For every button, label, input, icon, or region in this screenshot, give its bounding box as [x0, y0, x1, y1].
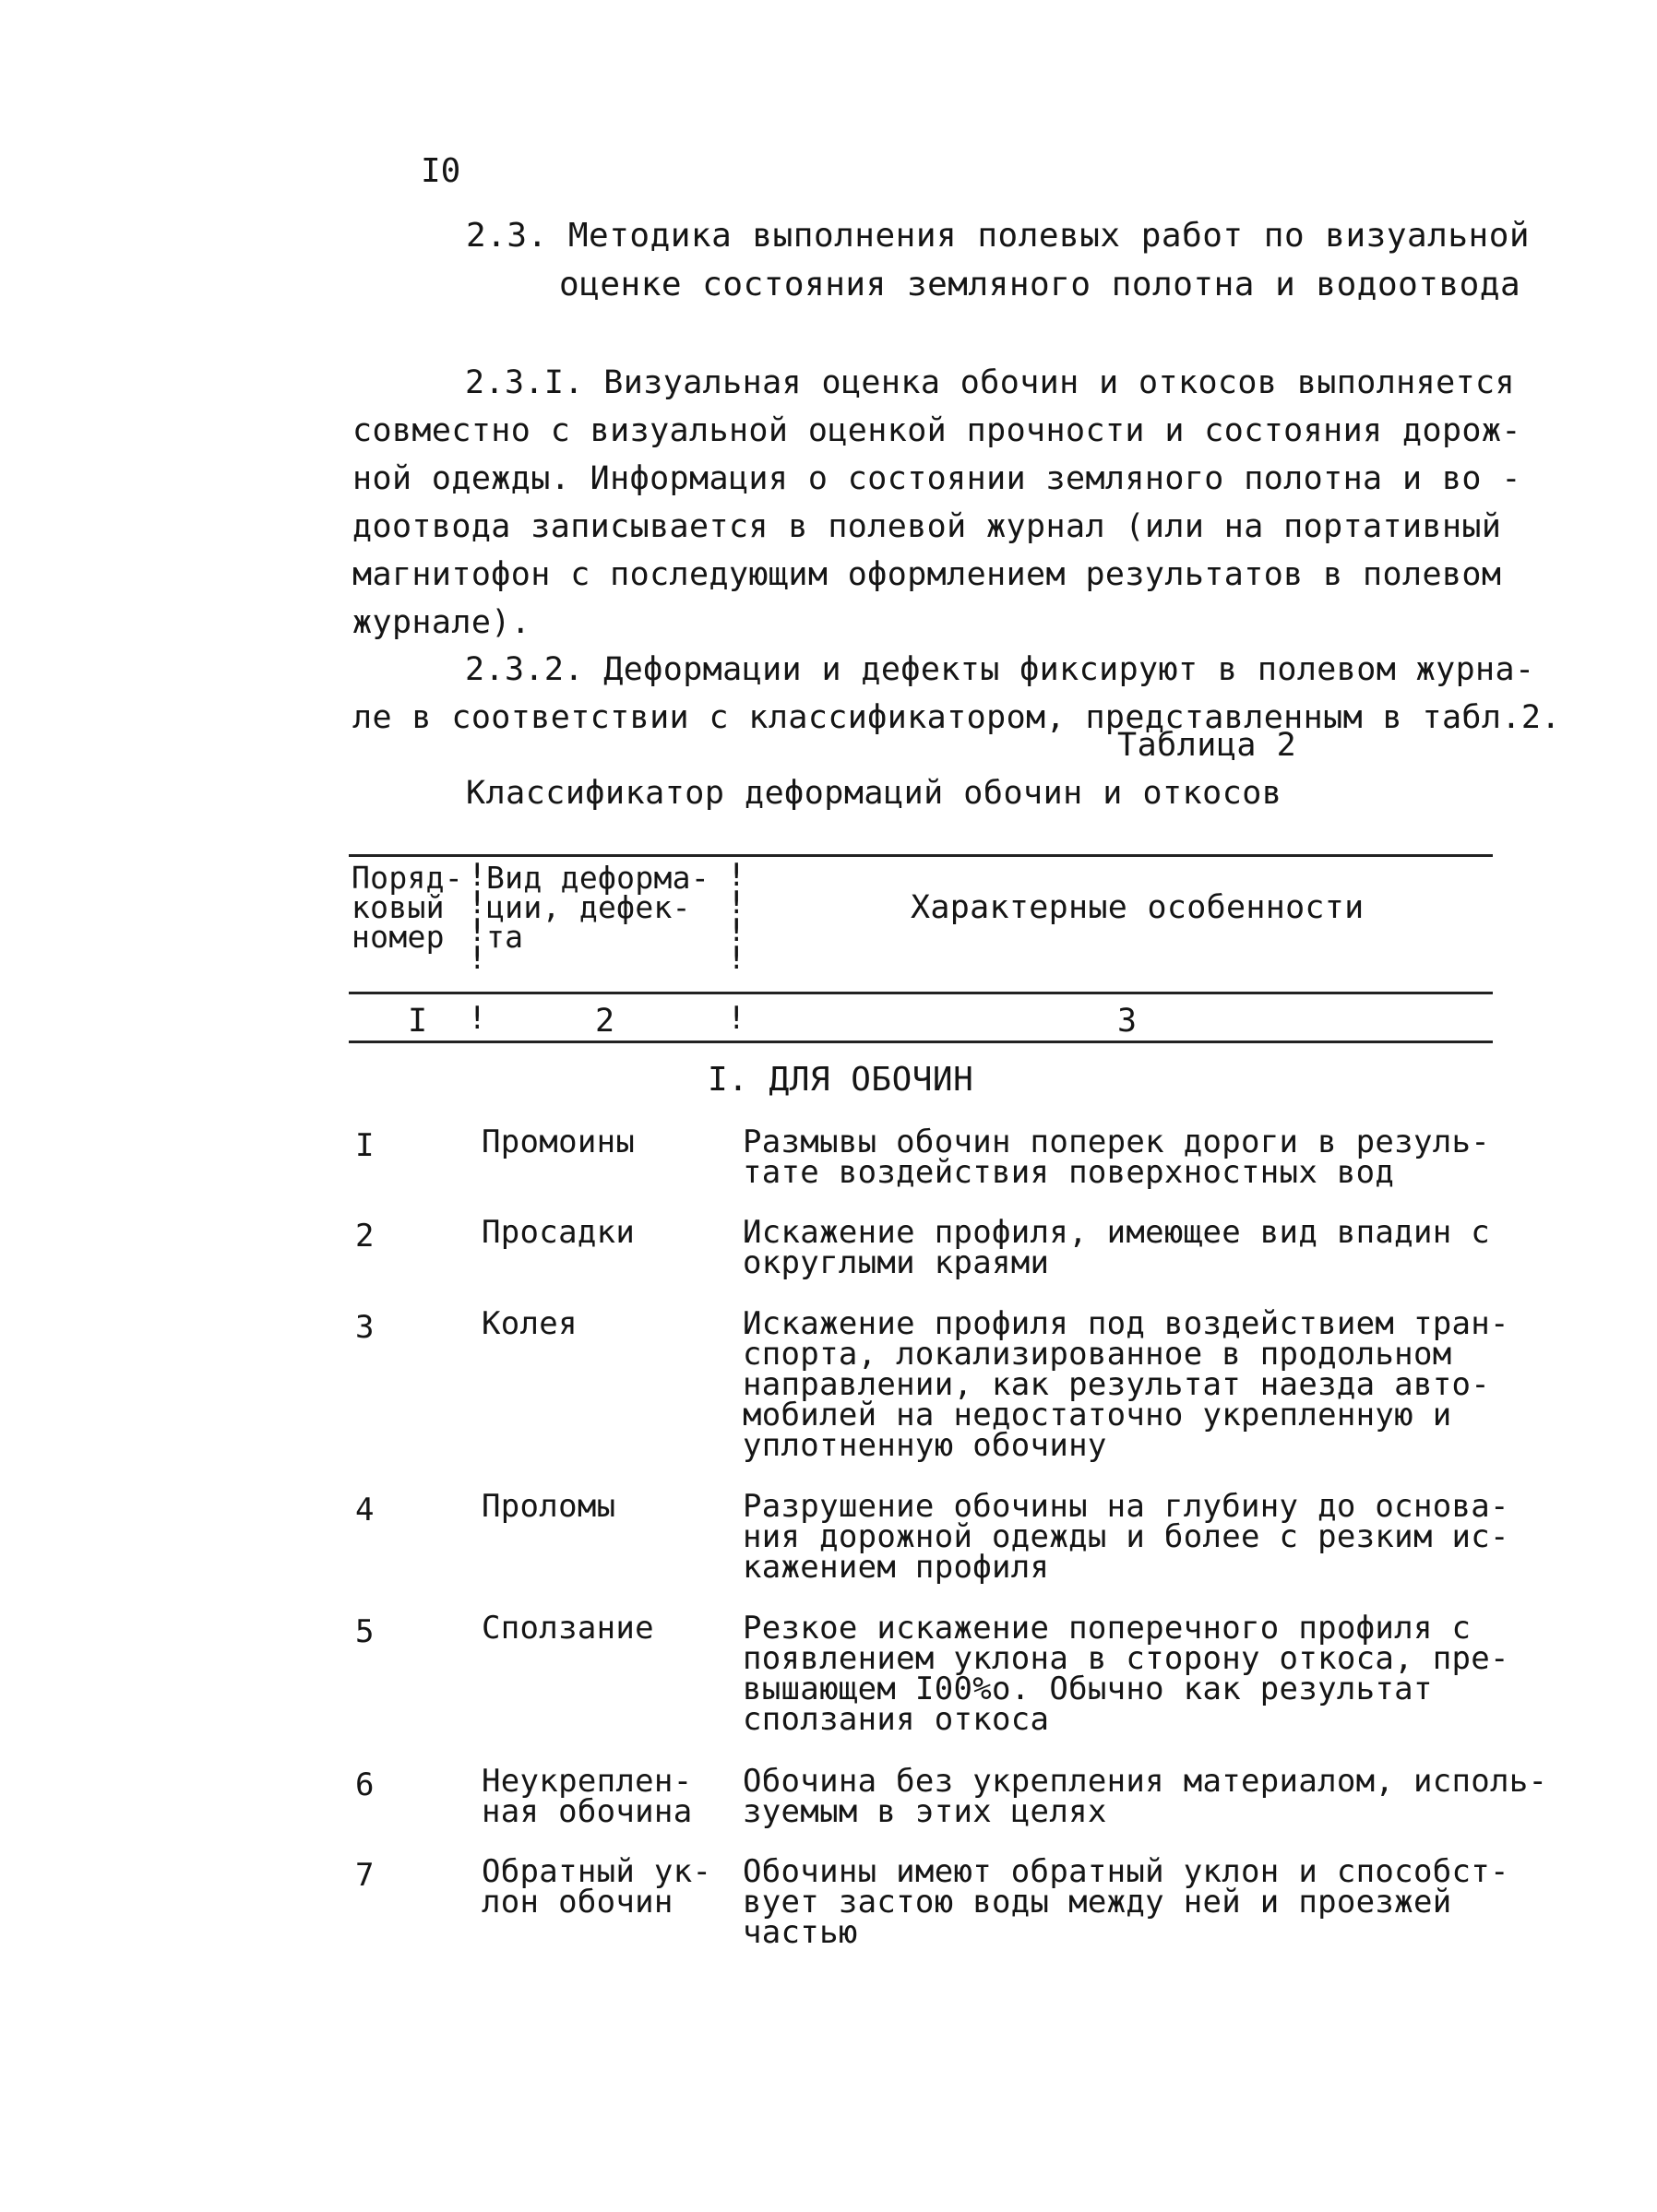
row-type: Промоины — [482, 1124, 636, 1160]
row-description-line: Обочины имеют обратный уклон и способст- — [743, 1853, 1509, 1890]
section-heading-line-1: 2.3. Методика выполнения полевых работ по визуальной — [466, 217, 1531, 255]
header-col-3: Характерные особенности — [911, 889, 1365, 926]
row-description-line: Разрушение обочины на глубину до основа- — [743, 1488, 1509, 1525]
section-heading-line-2: оценке состояния земляного полотна и водоотвода — [559, 266, 1521, 303]
row-type-line: ная обочина — [482, 1793, 693, 1830]
paragraph-1-line: ной одежды. Информация о состоянии земляного полотна и во - — [352, 460, 1521, 497]
header-col-2-line: та — [486, 919, 524, 955]
table-number-row-rule — [349, 1041, 1493, 1043]
row-type-line: Неукреплен- — [482, 1763, 693, 1800]
row-number: I — [355, 1127, 375, 1164]
row-number: 5 — [355, 1613, 375, 1650]
row-description-line: Размывы обочин поперек дороги в резуль- — [743, 1124, 1491, 1160]
row-description-line: кажением профиля — [743, 1549, 1050, 1586]
paragraph-1-line: 2.3.I. Визуальная оценка обочин и откосов выполняется — [465, 364, 1516, 401]
header-separator-2: ! ! ! ! — [727, 857, 746, 977]
row-description-line: спорта, локализированное в продольном — [743, 1336, 1452, 1373]
row-description-line: направлении, как результат наезда авто- — [743, 1366, 1491, 1403]
row-number: 6 — [355, 1766, 375, 1803]
row-description-line: частью — [743, 1914, 858, 1951]
row-description-line: Искажение профиля под воздействием тран- — [743, 1305, 1509, 1342]
row-description-line: округлыми краями — [743, 1244, 1050, 1281]
header-separator-1: ! ! ! ! — [468, 857, 487, 977]
table-header-rule — [349, 992, 1493, 994]
row-type: Проломы — [482, 1488, 616, 1525]
table-top-rule — [349, 854, 1493, 857]
row-number: 3 — [355, 1309, 375, 1346]
header-col-2-line: Вид деформа- — [486, 860, 710, 896]
column-number-3: 3 — [1117, 1003, 1138, 1040]
row-type: Сползание — [482, 1610, 654, 1647]
row-type-line: лон обочин — [482, 1884, 674, 1921]
row-description-line: уплотненную обочину — [743, 1427, 1107, 1464]
paragraph-2-line: 2.3.2. Деформации и дефекты фиксируют в полевом журна- — [465, 651, 1535, 688]
row-description-line: Резкое искажение поперечного профиля с — [743, 1610, 1472, 1647]
row-type: Просадки — [482, 1214, 636, 1251]
row-type: Колея — [482, 1305, 578, 1342]
row-description-line: появлением уклона в сторону откоса, пре- — [743, 1640, 1509, 1677]
page-number: I0 — [421, 152, 461, 190]
row-number: 2 — [355, 1218, 375, 1255]
paragraph-1-line: журнале). — [352, 604, 531, 641]
row-type-line: Обратный ук- — [482, 1853, 712, 1890]
row-description-line: сползания откоса — [743, 1701, 1050, 1738]
header-col-1-line: ковый — [352, 889, 445, 925]
number-row-separator-2: ! — [727, 1000, 746, 1037]
number-row-separator-1: ! — [468, 1000, 487, 1037]
row-description-line: Искажение профиля, имеющее вид впадин с — [743, 1214, 1491, 1251]
row-description-line: вует застою воды между ней и проезжей — [743, 1884, 1452, 1921]
row-number: 7 — [355, 1857, 375, 1894]
header-col-2-line: ции, дефек- — [486, 889, 691, 925]
row-description-line: тате воздействия поверхностных вод — [743, 1154, 1395, 1191]
column-number-2: 2 — [595, 1003, 615, 1040]
row-description-line: зуемым в этих целях — [743, 1793, 1107, 1830]
row-description-line: вышающем I00%о. Обычно как результат — [743, 1671, 1433, 1707]
column-number-1: I — [408, 1003, 428, 1040]
header-col-1-line: номер — [352, 919, 445, 955]
paragraph-1-line: совместно с визуальной оценкой прочности и состояния дорож- — [352, 412, 1521, 449]
row-number: 4 — [355, 1492, 375, 1528]
paragraph-1-line: магнитофон с последующим оформлением результатов в полевом — [352, 556, 1502, 593]
paragraph-2-line: ле в соответствии с классификатором, представленным в табл.2. — [352, 699, 1561, 736]
row-description-line: ния дорожной одежды и более с резким ис- — [743, 1518, 1509, 1555]
table-section-title: I. ДЛЯ ОБОЧИН — [708, 1061, 974, 1099]
table-title: Классификатор деформаций обочин и откосов — [466, 775, 1282, 812]
table-label: Таблица 2 — [1117, 727, 1297, 764]
row-description-line: Обочина без укрепления материалом, исполь- — [743, 1763, 1548, 1800]
paragraph-1-line: доотвода записывается в полевой журнал (или на портативный — [352, 508, 1502, 545]
row-description-line: мобилей на недостаточно укрепленную и — [743, 1397, 1452, 1433]
header-col-1-line: Поряд- — [352, 860, 464, 896]
